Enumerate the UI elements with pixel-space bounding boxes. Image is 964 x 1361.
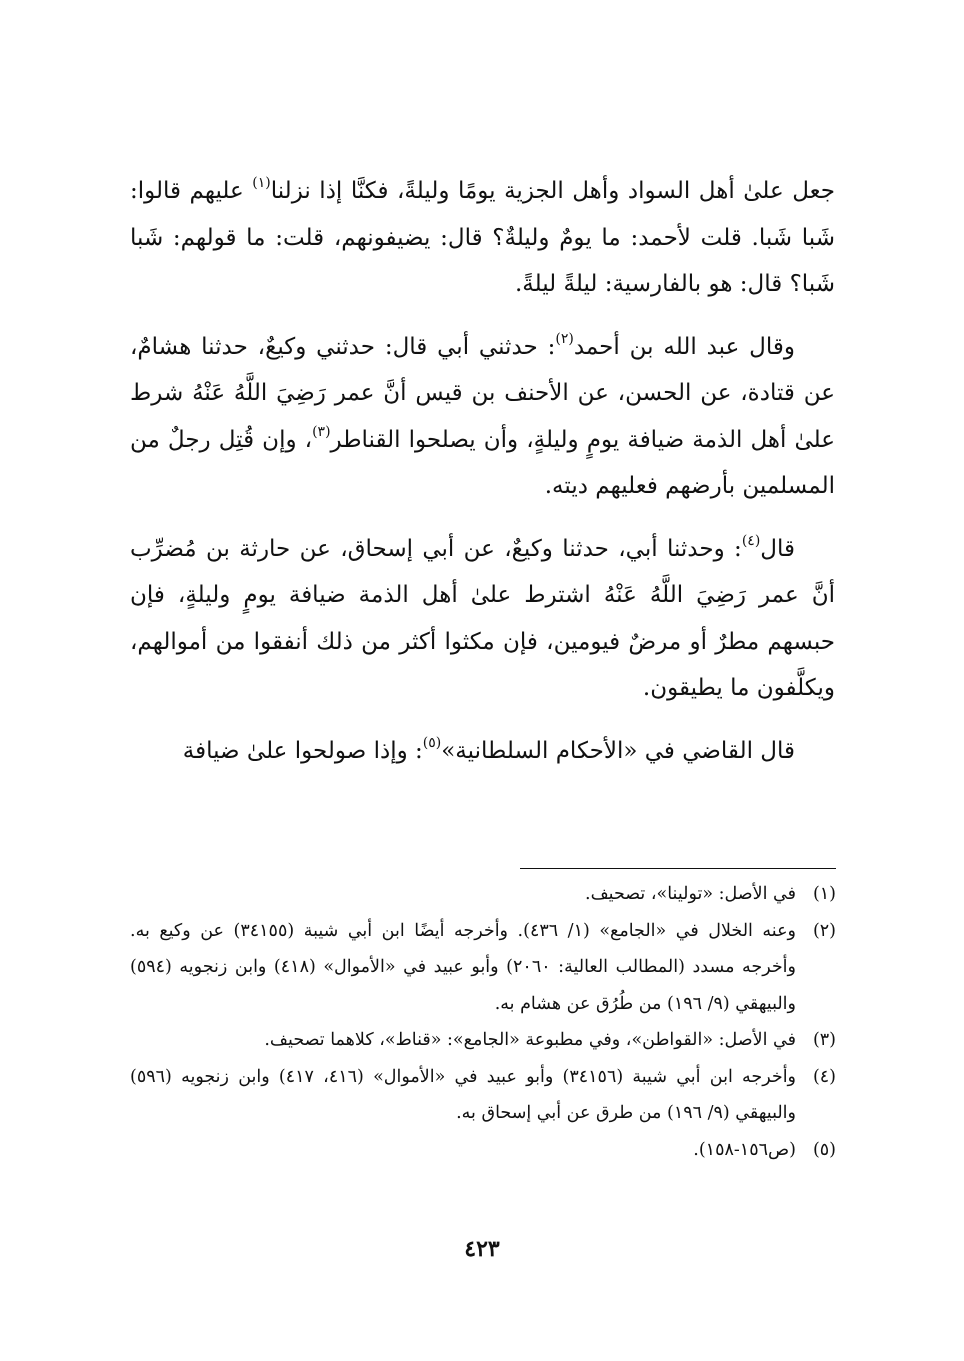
body-paragraph <box>130 324 835 510</box>
footnote-number: (٤) <box>812 1066 836 1087</box>
footnotes <box>130 876 836 1168</box>
text-segment: : حدثني أبي قال: حدثني وكيعٌ، حدثنا هشامٌ، عن قتادة، عن الحسن، عن الأحنف بن قيس أنَّ عمر رَضِيَ اللَّهُ عَنْهُ شرط علىٰ أهل الذمة ضيافة يومٍ وليلةٍ، وأن يصلحوا القناطر <box>130 333 835 453</box>
footnote-text: في الأصل: «القواطن»، وفي مطبوعة «الجامع»: «قناط»، كلاهما تصحيف. <box>264 1030 796 1050</box>
main-text <box>130 168 835 790</box>
footnote-number: (٥) <box>812 1139 836 1160</box>
footnote-text: (ص١٥٦-١٥٨). <box>693 1139 796 1160</box>
footnote-text: وأخرجه ابن أبي شيبة (٣٤١٥٦) وأبو عبيد في «الأموال» (٤١٦، ٤١٧) وابن زنجويه (٥٩٦) والبيهقي (٩/ ١٩٦) من طرق عن أبي إسحاق به. <box>130 1066 797 1123</box>
footnote-ref[interactable]: (٤) <box>741 532 761 549</box>
body-paragraph <box>130 526 835 712</box>
text-segment: : وحدثنا أبي، حدثنا وكيعٌ، عن أبي إسحاق، عن حارثة بن مُضرِّب أنَّ عمر رَضِيَ اللَّهُ عَنْهُ اشترط علىٰ أهل الذمة ضيافة يومٍ وليلةٍ، فإن حبسهم مطرٌ أو مرضٌ فيومين، فإن مكثوا أكثر من ذلك أنفقوا من أموالهم، ويكلَّفون ما يطيقون. <box>130 535 835 701</box>
text-segment: عليهم قالوا: شَبا شَبا. قلت لأحمد: ما يومٌ وليلةٌ؟ قال: يضيفونهم، قلت: ما قولهم: شَبا شَبا؟ قال: هو بالفارسية: ليلةً ليلةً. <box>130 178 835 297</box>
page-number: ٤٢٣ <box>464 1236 500 1262</box>
footnote-number: (٣) <box>812 1030 836 1050</box>
footnote <box>130 1132 836 1169</box>
text-segment: جعل علىٰ أهل السواد وأهل الجزية يومًا وليلةً، فكنَّا إذا نزلنا <box>270 178 835 204</box>
footnote-number: (١) <box>812 884 836 904</box>
footnote <box>130 913 836 1023</box>
footnote-number: (٢) <box>812 920 836 941</box>
footnote-ref[interactable]: (١) <box>252 175 271 192</box>
text-segment: وقال عبد الله بن أحمد <box>573 333 795 360</box>
footnote <box>130 1059 836 1132</box>
body-paragraph <box>130 728 835 775</box>
footnote-ref[interactable]: (٥) <box>422 734 442 751</box>
text-segment: قال <box>760 535 795 562</box>
text-segment: قال القاضي في «الأحكام السلطانية» <box>441 737 795 764</box>
text-segment: : وإذا صولحوا علىٰ ضيافة <box>182 737 423 764</box>
body-paragraph <box>130 168 835 308</box>
footnote <box>130 876 836 913</box>
footnote-ref[interactable]: (٣) <box>312 423 331 440</box>
footnote-separator <box>520 868 836 869</box>
footnote-text: وعنه الخلال في «الجامع» (١/ ٤٣٦). وأخرجه أيضًا ابن أبي شيبة (٣٤١٥٥) عن وكيع به. وأخرجه مسدد (المطالب العالية: ٢٠٦٠) وأبو عبيد في «الأموال» (٤١٨) وابن زنجويه (٥٩٤) والبيهقي (٩/ ١٩٦) من طُرُق عن هشام به. <box>130 920 796 1014</box>
footnote-ref[interactable]: (٢) <box>555 330 574 347</box>
text-segment: ، وإن قُتِل رجلٌ من المسلمين بأرضهم فعليهم ديته. <box>130 426 835 499</box>
footnote <box>130 1022 836 1059</box>
footnote-text: في الأصل: «تولينا»، تصحيف. <box>585 884 796 904</box>
